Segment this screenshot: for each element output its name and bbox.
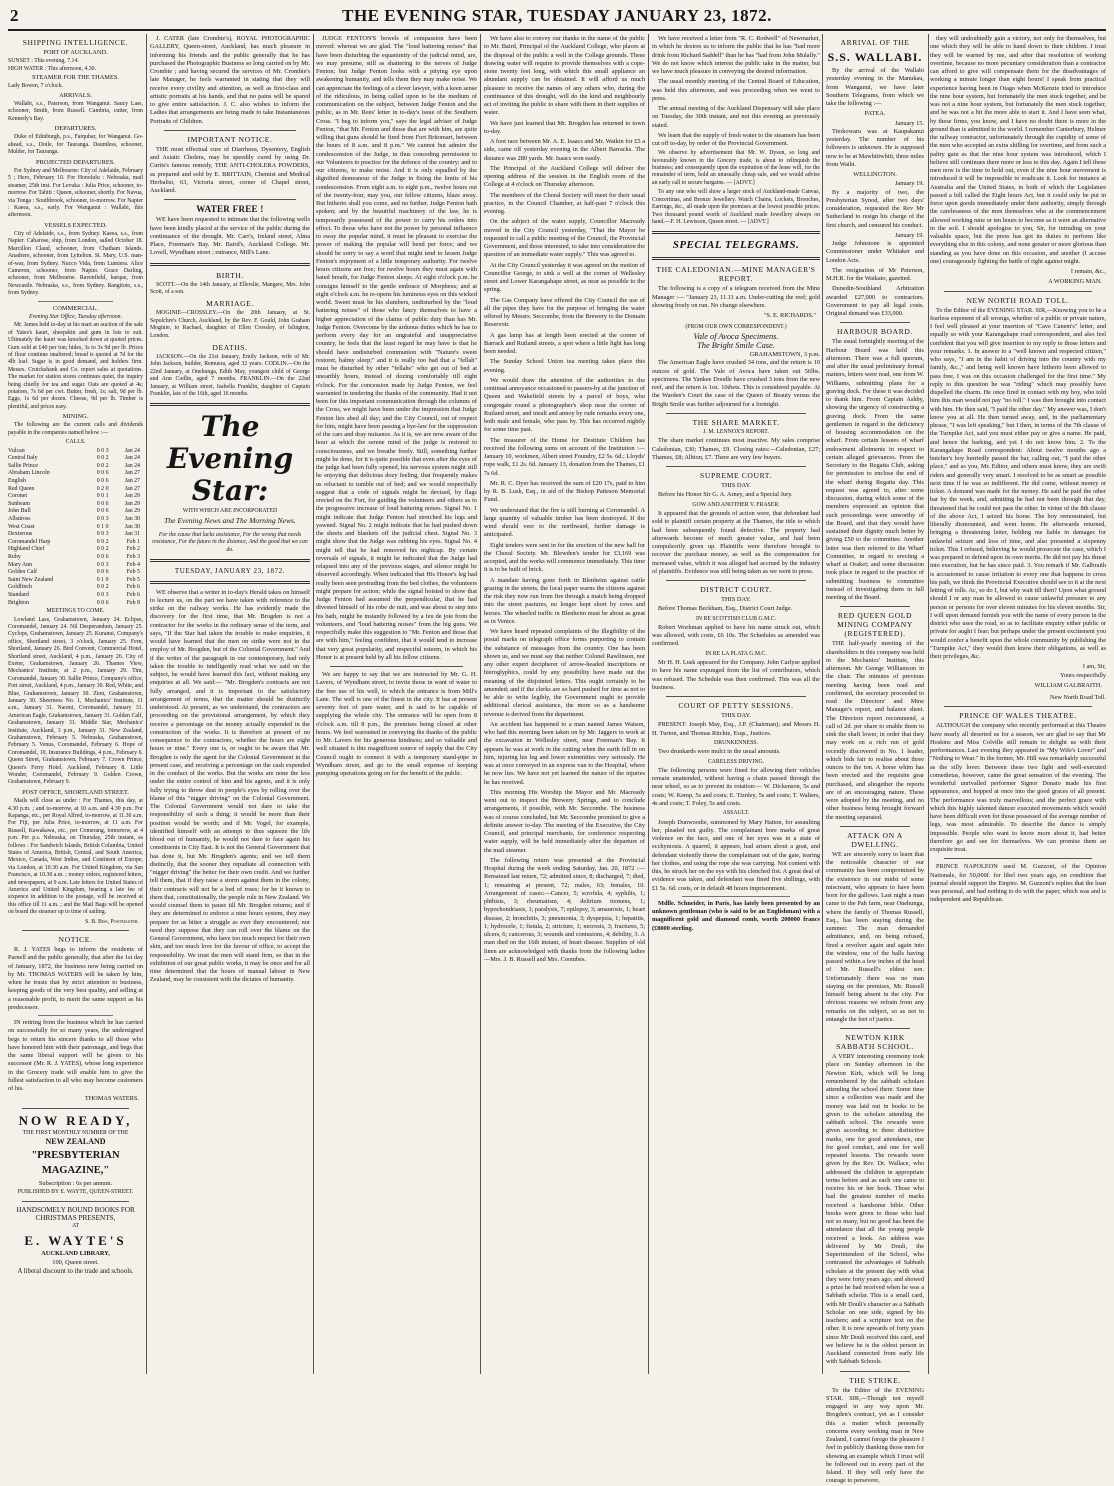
- auckland-library: AUCKLAND LIBRARY,: [41, 1249, 110, 1257]
- column-rule: [480, 34, 481, 1374]
- incorporated-line: WITH WHICH ARE INCORPORATED: [182, 508, 278, 515]
- first-monthly: THE FIRST MONTHLY NUMBER OF THE: [22, 1129, 129, 1136]
- call-amount: 0 1 0: [96, 576, 109, 583]
- drunkenness-heading: DRUNKENNESS.: [714, 739, 758, 746]
- call-date: Jan 27: [124, 478, 140, 485]
- new-zealand: NEW ZEALAND: [45, 1136, 106, 1146]
- company-name: English: [8, 478, 26, 485]
- call-date: Feb 3: [126, 553, 140, 560]
- newton-kirk-heading: NEWTON KIRK SABBATH SCHOOL.: [836, 1033, 914, 1051]
- call-amount: 0 0 3: [96, 447, 109, 454]
- company-name: Sunbeam: [8, 500, 30, 507]
- column-4: [484, 35, 645, 1373]
- advert-item: We observe by advertisement that Mr. W. Dyson, so long and favourably known in the Grocery trade, is about to relinquish the business; and consequently upon the expiration of the lease will, for the remainder of term, hold an unusually cheap sale, and we would advise an early call to secure bargains. — [ADVT.]: [652, 150, 820, 186]
- queen-street-address: 100, Queen street.: [52, 1259, 99, 1266]
- waters-notice: IN retiring from the business which he has carried on successfully for so many years, the undersigned begs to return his sincere thanks to all those who have honored him with their patronage, and begs that the same liberal support will be given to his successor (Mr. R. J. YATES), whose long experience in the Grocery trade will enable him to give the fullest satisfaction to all who may become customers of his.: [8, 1019, 143, 1093]
- toll-address: New North Road Toll.: [1049, 694, 1106, 701]
- prince-of-wales-heading: PRINCE OF WALES THEATRE.: [959, 711, 1077, 721]
- sunset-line: SUNSET : This evening, 7.14.: [8, 58, 79, 65]
- supreme-before: Before his Honor Sir G. A. Arney, and a Special Jury.: [658, 491, 793, 499]
- birth-text: SCOTT.—On the 14th January, at Ellerslie, Mangere, Mrs. John Scott, of a son.: [150, 281, 310, 295]
- harbour-board-heading: HARBOUR BOARD.: [837, 327, 913, 337]
- commercial-subheading: Evening Star Office, Tuesday afternoon.: [28, 313, 123, 320]
- calls-row: [8, 584, 143, 592]
- company-name: Abraham Lincoln: [8, 470, 50, 477]
- meetings-text: Lowland Lass, Grahamstown, January 24. Eclipse, Coromandel, January 24. Nil Desperandum, January 25. Cyclops, Grahamstown, January 25. Kuranui, Company's office, Shortland street, 3 o'clock, January 25. Fern, Shortland, January 26. Bird Convent, Commercial Hotel, Shortland street, Auckland, 4 p.m., January 26. City of Exeter, Grahamstown, January 26. Thames View, Mechanics' Institute, at 2 p.m., January 29. Tim, Coromandel, January 30. Sallie Prince, Company's office, Fort street, Auckland, 4 p.m., January 30. Red, White, and Blue, Grahamstown, January 30. Zion, Grahamstown, January 30. Sheerness No. 1, Mechanics' Institute, 11 a.m., January 31. Naomi, Coromandel, January 31. American Eagle, Grahamstown, January 31. Golden Calf, Grahamstown, January 31. Middle Star, Mechanics' Institute, Auckland, 3 p.m., January 31. New Zealand, Grahamstown, February 5. Nebraska, Grahamstown, February 5. Venus, Coromandel, February 6. Hope of Coromandel, 10, Insurance Buildings, 4 p.m., February 6. Queen Street, Grahamstown, February 7. Crown Prince, Queen's Ferry Hotel, Auckland, February 8. Little Wonder, Coromandel, February 9. Golden Crown, Grahamstown, February 9.: [8, 616, 143, 786]
- column-3: [316, 35, 477, 1373]
- company-name: Mary Ann: [8, 561, 33, 568]
- yates-notice: R. J. YATES begs to inform the residents of Parnell and the public generally, that after the 1st day of January, 1872, the business now being carried on by Mr. THOMAS WATERS will be taken by him, when he trusts that by strict attention to business, keeping goods of the very best quality, and selling at a reasonable profit, to merit the same support as his predecessor.: [8, 946, 143, 1011]
- napoleon-item: PRINCE NAPOLEON sued M. Guzzoni, of the Opinion Nationale, for 50,000f. for libel two years ago, on condition that journal should support the Empire. M. Guzzoni's replies that the loan was personal, and had nothing to do with the paper, which was and is independent and Republican.: [930, 863, 1106, 904]
- mining-heading: MINING.: [62, 413, 89, 421]
- call-date: Jan 24: [124, 447, 140, 454]
- header-rule: [8, 29, 1106, 31]
- news-item: We would draw the attention of the authorities to the continual annoyance occasioned to passers-by at the junction of Queen and Wakefield streets by a parcel of boys, who congregate round a photographer's shop near the corner of Rutland street, and insult and annoy by rude remarks every one, both male and female, who pass by. This has occurred nightly for some time past.: [484, 376, 645, 434]
- company-name: Dexterous: [8, 531, 33, 538]
- north-road-toll-heading: NEW NORTH ROAD TOLL.: [966, 295, 1070, 305]
- share-market-sub: J. M. LENNOX'S REPORT.: [703, 428, 769, 435]
- news-item: The Sunday School Union tea meeting takes place this evening.: [484, 358, 645, 374]
- wayte-name: E. WAYTE'S: [24, 1232, 127, 1248]
- column-7: [930, 35, 1106, 1373]
- call-amount: 0 0 6: [96, 508, 109, 515]
- strike-continued: they will undoubtedly gain a victory, not only for themselves, but one which they will be able to hand down to their children. I trust they will be warned by me, and after that resolution of working overtime, because no more pecuniary consideration than a contractor can afford to give will compensate them for the disadvantages of working a minute longer than eight hours! I speak from practical experience having been in Otago when McKenzie tried to introduce the nine hour system, but fortunately the men stuck together, and he was not a nine hour system, but fortunately the men stuck together, and he was not a bit the more able to start it. And I have seen what, by these firms, you know, and I have no doubt there is more in the ground than is admitted to the world. I remember Canterbury, Helmer the railway contractor, unfortunately through the cupidity of some of the men who accepted an extra shilling for overtime, and from such a paltry gain as that the nine hour system was introduced, which I believe still continues there more or less to this day. Again I tell these men now is the time to hold out, even if the nine hour movement is introduced it will be impossible to eradicate it. Look for instance at Australia and the United States, in both of which the Legislature passed a bill called the Eight hours Act, but it could only be put in force upon goods immediately under their authority, simply through the carelessness of the men themselves who at the commencement allowed working nine or ten hours to become as it were an alternative in the soil. I should apologise to you, Sir, for intruding on your valuable space, but the press has got its duties to perform like everything else in this colony, and none greater or more glorious than standing as you have done on this occasion, and another (I accuse one) courageously fighting the battle of right against might.: [930, 35, 1106, 265]
- toll-signature: WILLIAM GALBRAITH.: [1034, 681, 1102, 689]
- water-free-heading: WATER FREE !: [196, 204, 264, 215]
- calls-row: [8, 455, 143, 463]
- page-number: 2: [10, 6, 19, 25]
- own-correspondent: (FROM OUR OWN CORRESPONDENT.): [685, 324, 787, 331]
- share-market-heading: THE SHARE MARKET.: [692, 417, 780, 427]
- calls-row: [8, 493, 143, 501]
- wellington-date: January 19.: [894, 180, 924, 188]
- news-item: An accident has happened to a man named James Watson, who had this morning been taken on by Mr. Jaggers to work at the excavation in Wellesley street, near Freeman's Bay. It appears he was at work in the cutting when the earth fell in on him, injuring his leg and lower extremities very seriously. He was at once conveyed in an express van to the Hospital, where he now lies. We have not yet learned the nature of the injuries he has received.: [484, 720, 645, 786]
- news-item: The following return was presented at the Provincial Hospital during the week ending Saturday, Jan. 20, 1872 :—Remained last return, 72; admitted since, 8; discharged, 7; died, 1; remaining at present, 72; males, 63; females, 10. Arrangement of cases:—Cancer, 5; scrofula, 4; syphilis, 1; phthisis, 3; rheumatism, 4; delirium tremens, 1; hypochondriasis, 1; paralysis, 7; epilepsy, 3; amaurosis, 1; heart disease, 2; bronchitis, 3; pneumonia, 3; dyspepsia, 1; hepatitis, 1; hydrocele, 1; fistula, 2; stricture, 1; necrosis, 3; fractures, 5; ulcers, 6; cancerous, 3; wounds and contusions, 4; debility, 3. A man died on the 16th instant, of heart disease. Supplies of old linen are acknowledged with thanks from the following ladies—Mrs. J. B. Russell and Mrs. Coombes.: [484, 856, 645, 963]
- departures-text: Duke of Edinburgh, p.s., Farquhar, for Wanganui. Go-ahead, s.s., Doile, for Tauranga. Dauntless, schooner, Mulder, for Tauranga.: [8, 134, 143, 156]
- discount-line: A liberal discount to the trade and schools.: [17, 1268, 134, 1276]
- news-item: We understand that the fire is still burning at Coromandel. A large quantity of valuable timber has been destroyed. If the wind should veer to the northward, further damage is anticipated.: [484, 506, 645, 539]
- call-date: Feb 8: [126, 599, 140, 606]
- masthead: THE EVENING STAR, TUESDAY JANUARY 23, 1872.: [342, 6, 772, 25]
- calls-row: [8, 463, 143, 471]
- drunkenness-text: Two drunkards were mulct in the usual amounts.: [658, 748, 781, 756]
- subscription: Subscription : 6s per annum.: [38, 1180, 113, 1188]
- company-name: Central Italy: [8, 455, 38, 462]
- calls-row: [8, 516, 143, 524]
- company-name: Red Queen: [8, 485, 35, 492]
- departures-heading: DEPARTURES.: [54, 125, 97, 133]
- news-item: Mr. R. C. Dyer has received the sum of £20 17s, paid to him by R. B. Lusk, Esq., in aid of the Bishop Patteson Memorial Fund.: [484, 479, 645, 504]
- petty-sessions-heading: COURT OF PETTY SESSIONS.: [678, 701, 794, 711]
- calls-row: [8, 554, 143, 562]
- careless-driving-heading: CARELESS DRIVING.: [707, 758, 765, 765]
- scottish-case-text: Robert Workman applied to have his name struck out, which was allowed, with costs, £6 10s. The Schedules as amended was confirmed.: [652, 623, 820, 648]
- company-name: Sallie Prince: [8, 462, 38, 469]
- call-date: Jan 27: [124, 485, 140, 492]
- marriage-heading: MARRIAGE.: [206, 299, 254, 309]
- call-date: Jan 30: [124, 523, 140, 530]
- call-amount: 0 0 3: [96, 561, 109, 568]
- notice-heading: NOTICE.: [58, 935, 93, 945]
- news-item: At the City Council yesterday it was agreed on the motion of Councillor George, to sink a well at the corner of Wellesley street and Lower Karangahape street, as near as possible to the spring.: [484, 261, 645, 294]
- deaths-heading: DEATHS.: [212, 342, 248, 352]
- call-amount: 0 0 3: [96, 531, 109, 538]
- shipping-heading: SHIPPING INTELLIGENCE.: [22, 38, 129, 47]
- avoca-heading: Vale of Avoca Specimens.: [693, 331, 779, 341]
- calls-row: [8, 531, 143, 539]
- call-date: Feb 6: [126, 584, 140, 591]
- now-ready-heading: NOW READY,: [18, 1112, 133, 1128]
- company-name: Coromandel Harp: [8, 538, 51, 545]
- presbyterian-magazine: "PRESBYTERIAN MAGAZINE,": [31, 1150, 120, 1177]
- mining-intro: The following are the current calls and dividends payable in the companies named below :—: [8, 422, 143, 436]
- news-item: The annual meeting of the Auckland Dispensary will take place on Tuesday, the 30th instant, and not this evening as previously stated.: [652, 105, 820, 129]
- post-office-signature: S. B. Biss, Postmaster.: [85, 918, 139, 925]
- plata-case-text: Mr H. H. Lusk appeared for the Company. John Carlyse applied to have his name expunged from the list of contributors, which was refused. The Schedule was then confirmed. This was all the business.: [652, 659, 820, 691]
- dunedin-text: Dunedin-Southland Arbitration awarded £27,000 to contractors. Government to pay all legal costs. Original demand was £33,000.: [826, 285, 924, 317]
- grahamstown-dateline: GRAHAMSTOWN, 3 p.m.: [749, 351, 820, 359]
- call-date: Feb 6: [126, 591, 140, 598]
- important-notice-text: THE most effectual cure of Diarrhoea, Dysentery, English and Asiatic Cholera, may be speedily cured by using Dr. Curtis's famous remedy, THE ANTI-CHOLERA POWDERS, as prepared and sold by E. BRITTAIN, Chemist and Medical Herbalist, 63, Victoria street, corner of Chapel street, Auckland.: [150, 145, 310, 194]
- news-item: A foot race between Mr. A. E. Isaacs and Mr. Watkin for £5 a side, came off yesterday evening in the Albert Barracks. The distance was 280 yards. Mr. Isaacs won easily.: [484, 138, 645, 162]
- scottish-case-heading: IN RE SCOTTISH CLUB G.M.C.: [695, 615, 777, 622]
- call-date: Feb 4: [126, 561, 140, 568]
- column-5: [652, 35, 820, 1373]
- call-amount: 0 2 0: [96, 485, 109, 492]
- news-item: The Principal of the Auckland College will deliver the opening address of the session in the English room of the College at 4 o'clock on Thursday afternoon.: [484, 164, 645, 189]
- news-item: On the subject of the water supply, Councillor Macready moved in the City Council yesterday, "That the Mayor be requested to call a public meeting of the Council, the Provincial Government, and those interested, to take into consideration the question of an immediate water supply." This was agreed to.: [484, 218, 645, 259]
- marriage-text: MOGINIE—CROSSLEY.—On the 20th January, at St. Sepulchre's Church, Auckland, by the Rev. F. Gould, John Graham Moginie, to Rachael, daughter of Ellen Crossley, of Islington, London.: [150, 310, 310, 339]
- high-water-line: HIGH WATER : This afternoon, 4.30.: [8, 65, 97, 72]
- steamer-line: Lady Bowen, 7 o'clock.: [8, 83, 63, 90]
- column-6: [826, 35, 924, 1485]
- bright-smile-heading: The Bright Smile Case.: [697, 340, 775, 350]
- company-name: Coronet: [8, 493, 27, 500]
- call-amount: 0 0 6: [96, 599, 109, 606]
- call-amount: 0 0 6: [96, 569, 109, 576]
- important-notice-heading: IMPORTANT NOTICE.: [187, 134, 273, 144]
- share-market-text: The share market continues most inactive. My sales comprise Caledonian, £30; Thames, £9. Closing rates:—Caledonian, £27; Thames, £8; Albion, £7. There are very few buyers.: [652, 437, 820, 461]
- wellington-date-2: January 19.: [894, 231, 924, 239]
- post-office-heading: POST OFFICE, SHORTLAND STREET.: [22, 788, 129, 796]
- vessels-text: City of Adelaide, s.s., from Sydney. Kaeea, s.s., from Napier. Cabarose, ship, from London, sailed October 18. Marcillon Claud, schooner, from Chatham Islands. Anadrere, schooner, from Lyttelton. St. Mary, U.S. man-of-war, from Sydney. Nucco Vida, from Lumiera. Alice Cameron, schooner, from Napier. Grace Darling, schooner, from Melbourne. Ravenfield, barque, from Newcastle. Nebraska, s.s., from Sydney. Rangitoto, s.s., from Sydney.: [8, 231, 143, 297]
- news-item: The treasurer of the Home for Destitute Children has received the following sums on account of the Institution :—January 10, workmen, Albert street Foundry, £2 5s. 6d.; Lloyds' rope walk, £1 2s. 6d. January 13, donation from the Thames, £1 7s 6d.: [484, 436, 645, 477]
- prince-of-wales-text: ALTHOUGH the company who recently performed at this Theatre have nearly all deserted us for a season, we are glad to say that Mr Hoskins and Miss Colville still remain to delight us with their performances. Last evening they appeared in "My Wife's Lover" and "Nothing to Wear." In the former, Mr. Hill was remarkably successful as the silly lover. Between these two light and well-executed comedietas, however, came the great sensation of the evening. The wonderful unrivalled performer Signor Donato made his first appearance, and hopped at once into the good graces of all present. The performance was truly marvellous; and the perfect grace with which this highly talented dancer executed movements which would have been difficult even for those possessed of the average number of legs, was most admirable. To describe the dance is simply impossible. People who want to know more about it, had better therefore go and see for themselves. We can promise them an exquisite treat.: [930, 722, 1106, 853]
- strike-text: To the Editor of the EVENING STAR. SIR,—Though not myself engaged in any way upon Mr. Brogden's contract, yet as I consider this a matter which personally concerns every working man in New Zealand, I cannot forego the pleasure I feel in publicly thanking those men for showing an example which I trust will be followed out in every part of the Island. If they will only have the courage to persevere,: [826, 1386, 924, 1485]
- company-name: West Coast: [8, 523, 35, 530]
- call-date: Feb 5: [126, 569, 140, 576]
- news-item: The usual monthly meeting of the Central Board of Education, was held this afternoon, and was proceeding when we went to press.: [652, 78, 820, 102]
- at-label: AT: [71, 1223, 80, 1230]
- column-rule: [313, 34, 314, 1374]
- calls-row: [8, 478, 143, 486]
- news-item: The members of the Choral Society will meet for their usual practice, in the Council Chamber, at half-past 7 o'clock this evening.: [484, 191, 645, 215]
- patea-text: Titokowaru was at Kaupakanui yesterday. The number of his followers is unknown. He is supposed now to be at Mawhitiwhiti, three miles from Waihi.: [826, 127, 924, 168]
- call-date: Jan 27: [124, 470, 140, 477]
- grahamstown-text: The American Eagle have crushed 34 tons, and the return is 10 ounces of gold. The Vale of Avoca have taken out 56lbs. specimens. The Yankee Doodle have crushed 3 tons from the new reef, and the return is 1oz. 10dwts. This is considered payable. At the Warden's Court the case of the Queen of Beauty versus the Bright Smile was further adjourned for a fortnight.: [652, 359, 820, 408]
- arrivals-text: Wallabi, s.s., Paterson, from Wanganui. Saucy Lass, schooner, Smith, from Russell. Cambria, cutter, from Kennedy's Bay.: [8, 100, 143, 122]
- calls-table: [8, 448, 143, 607]
- column-rule: [648, 34, 649, 1374]
- call-amount: 0 0 6: [96, 500, 109, 507]
- call-date: Feb 1: [126, 538, 140, 545]
- company-name: John Bull: [8, 508, 31, 515]
- gow-case-text: It appeared that the grounds of action were, that defendant had sold to plaintiff certain property at the Thames, the title to which had been subsequently found defective. The property had afterwards become of much greater value, and had been compulsorily given up. Plaintiffs were therefore brought to recover the purchase money, as well as the compensation for increased value, which it was alleged had accrued by the industry of plaintiffs. Evidence was still being taken as we went to press.: [652, 510, 820, 575]
- news-item: This morning His Worship the Mayor and Mr. Macready went out to inspect the Brewery Springs, and to conclude arrangements, if possible, with Mr. Seccombe. The business was of course concluded, but Mr. Seccombe promised to give a definite answer to-day. The meeting of the Executive, the City Council, and principal merchants, for conference respecting water supply, will be held immediately after the departure of the mail steamer.: [484, 788, 645, 854]
- call-amount: 0 0 6: [96, 478, 109, 485]
- arrivals-heading: ARRIVALS.: [59, 91, 92, 99]
- call-date: Jan 29: [124, 508, 140, 515]
- caledonian-signature: "S. E. RICHARDS.": [763, 312, 816, 320]
- call-date: Jan 29: [124, 500, 140, 507]
- call-amount: 0 0 1: [96, 493, 109, 500]
- call-amount: 0 1 0: [96, 523, 109, 530]
- published-by: PUBLISHED BY E. WAYTE, QUEEN-STREET.: [17, 1189, 134, 1196]
- harbour-board-text: The usual fortnightly meeting of the Harbour Board was held this afternoon. There was a full quorum, and after the usual preliminary formal matters, letters were read, one from W. Williams, submitting plans for a graving dock. For these it was decided to thank him. From Captain Ashby, showing the urgency of constructing a graving dock. From the same gentlemen in regard to the deficiency of housing accommodation on the wharf. From certain lessees of wharf endowment allotments in respect to certain alleged grievances. From the Secretary to the Regatta Club, asking for permission to enclose the end of the wharf during Regatta day. This request was agreed to, after some discussion, during which some of the members expressed an opinion that such proceedings were unworthy of the Board, and that they would have sustained their dignity much better by giving £50 to the committee. Another letter was then referred to the Wharf Committee, in regard to erecting a wharf at Orakei; and some discussion took place in regard to the practice of submitting business to committee instead of investigating them in full meeting of the Board.: [826, 338, 924, 601]
- commercial-heading: COMMERCIAL.: [53, 304, 98, 312]
- company-name: Saint New Zealand: [8, 576, 54, 583]
- district-this-day: THIS DAY.: [721, 596, 751, 604]
- call-amount: 0 0 2: [96, 538, 109, 545]
- company-name: Golden Calf: [8, 569, 37, 576]
- evening-star-title: The Evening Star:: [166, 410, 294, 508]
- calls-row: [8, 501, 143, 509]
- schneider-item: Mdlle. Schneider, in Paris, has lately been presented by an unknown gentleman (who is said to be an Englishman) with a magnificent gold and diamond comb, worth 200000 francs (£8000 sterling.: [652, 899, 820, 932]
- call-date: Jan 24: [124, 455, 140, 462]
- call-date: Feb 5: [126, 576, 140, 583]
- column-rule: [146, 34, 147, 1374]
- post-office-text: Mails will close as under : For Thames, this day, at 4.30 p.m. ; and to-morrow, at 10 a.m. and 4.30 p.m. For Kapanga, etc., per Royal Alfred, to-morrow, at 11.30 a.m. For Fiji, per Julia Price, to-morrow, at 11 a.m. For Russell, Kawakawa, etc., per Comerang, tomorrow, at 4 p.m. Per p.s. Nebraska, on Thursday, 25th instant, as follows : For Sandwich Islands, British Columbia, United States of America, British, Central, and South America, Mexico, Canada, West Indies, and Continent of Europe, via London, at 10.30 a.m. For United Kingdom, via San Francisco, at 10.30 a.m. ; money orders, registered letters, and newspapers, at 9 a.m. Late letters for United States of America and United Kingdom, bearing a late fee of sixpence in addition to the postage, will be received at this office till 11 a.m. ; and the Mail Bags will be opened on board the steamer up to time of sailing.: [8, 798, 143, 916]
- column-1: [8, 35, 143, 1373]
- toll-sign-off-2: Yours respectfully: [1059, 671, 1106, 679]
- district-before: Before Thomas Beckham, Esq., District Court Judge.: [658, 605, 793, 613]
- assault-heading: ASSAULT.: [722, 810, 750, 817]
- wallabi-heading: S.S. WALLABI.: [827, 50, 923, 64]
- strike-sign-off: I remain, &c.,: [1070, 268, 1106, 275]
- news-item: We have received a letter from "R. C. Rodwell" of Newmarket, in which he desires us to inform the public that he has "had more drink from Richard Saddell" than he has "had from John Mulally." We do not know which interest the public take in the matter, but we have much pleasure in conveying the desired information.: [652, 35, 820, 75]
- company-name: Brighton: [8, 599, 29, 606]
- company-name: Highland Chief: [8, 546, 45, 553]
- call-amount: 0 0 2: [96, 455, 109, 462]
- news-item: A mandate having gone forth in Blenheim against cattle grazing in the streets, the local paper warns the citizens against the risk they now run from fire through a match being dropped into the street pastures, no longer kept short by cows and horses. The wheeled traffic in Blenheim must be about as great as in Venice.: [484, 576, 645, 625]
- column-2: [150, 35, 310, 1373]
- cater-advert: J. CATER (late Crombie's), ROYAL PHOTOGRAPHIC GALLERY, Queen-street, Auckland, has much pleasure in informing his friends and the public generally that he has purchased the Photographic Business so long carried on by Mr. Crombie ; and having secured the services of Mr. Crombie's late Manager, he feels warranted in stating that they will receive every civility and attention, as well as first-class and artistic portraits at his hands, and that no pains will be spared to give entire satisfaction. J. C. also wishes to inform the Ladies that arrangements are being made to take Instantaneous Portraits of Children.: [150, 35, 310, 125]
- motto: For the cause that lacks assistance, For the wrong that needs resistance, For the future in the distance, And the good that we can do.: [152, 532, 308, 553]
- company-name: Vulcan: [8, 447, 25, 454]
- news-item: A gas lamp has at length been erected at the corner of Barrack and Rutland streets, a spot where a little light has long been needed.: [484, 331, 645, 355]
- attack-heading: ATTACK ON A DWELLING.: [847, 830, 903, 849]
- news-item: We have just learned that Mr. Brogden has returned to town to-day.: [484, 119, 645, 135]
- wallabi-intro: By the arrival of the Wallabi yesterday evening in the Manukau, from Wanganui, we have later Southern Telegrams, from which we take the following :—: [826, 67, 924, 107]
- strike-heading: THE STRIKE.: [849, 1375, 901, 1385]
- news-item: Eight tenders were sent in for the erection of the new hall for the Choral Society. Mr. Blewden's tender for £3,169 was accepted, and the works will commence immediately. This time it is to be built of brick.: [484, 541, 645, 574]
- caledonian-text: The following is a copy of a telegram received from the Mine Manager :— "January 23, 11.11 a.m. Under-cutting the reef; gold showing freely on run. No change elsewhere.: [652, 285, 820, 309]
- plata-case-heading: IN RE LA PLATA G.M.C.: [705, 650, 767, 657]
- call-date: Feb 2: [126, 546, 140, 553]
- calls-row: [8, 592, 143, 600]
- assault-text: Joseph Dunwoodie, summoned by Mary Hatton, for assaulting her, pleaded not guilty. The complainant bore marks of great violence on the face, and one of her eyes was in a state of ecchymosis. A quarrel, it appears, had arisen about a goat, and defendant violently threw the complainant out of the gate, tearing her clothes, and using the rope she was carrying. Not content with this, he struck her on the eye with his clenched fist. A great deal of evidence was taken, and defendant was fined five shillings, with £1 5s. 6d. costs, or in default 48 hours imprisonment.: [652, 818, 820, 892]
- district-court-heading: DISTRICT COURT.: [700, 585, 772, 595]
- call-amount: 0 0 3: [96, 516, 109, 522]
- calls-row: [8, 600, 143, 608]
- arrival-heading: ARRIVAL OF THE: [840, 38, 910, 47]
- advert-item: To any one who will show a larger stock of Auckland-made Canvas, Concertinas, and Bronze Jewellery. Watch Chains, Lockets, Brooches, Earrings, &c., all made upon the premises at the lowest possible prices. Two thousand pound worth of Auckland made Jewellery always on hand.—F. H. Lewisson, Queen street. — [ADVT.]: [652, 189, 820, 225]
- gow-case-heading: GOW AND ANOTHER V. FRASER.: [692, 501, 780, 508]
- projected-heading: PROJECTED DEPARTURES.: [36, 158, 115, 166]
- calls-row: [8, 448, 143, 456]
- resignation-text: The resignation of Mr Peterson, M.H.R. for the Waikato, gazetted.: [826, 266, 924, 282]
- vessels-heading: VESSELS EXPECTED.: [44, 221, 107, 229]
- company-name: Goldfinch: [8, 584, 32, 591]
- call-date: Jan 30: [124, 516, 140, 522]
- calls-row: [8, 470, 143, 478]
- call-date: Jan 24: [124, 462, 140, 469]
- deaths-text: JACKSON.—On the 21st January, Emily Jackson, wife of Mr. John Jackson, builder, Remuera, aged 32 years. CODLIN.—On the 22nd January, at Onehunga, Edith May, youngest child of George and Ann Codlin, aged 7 months. FRANKLIN.—On the 22nd January, at William street, Isabella Franklin, daughter of Captain Franklin, late of the 16th, aged 16 months.: [150, 353, 310, 397]
- news-item: We have heard repeated complaints of the illegibility of the postal marks on telegraph office forms purporting to contain the substance of messages from the country. One has been shown us, and we must say that neither Colonel Rawlinson, nor any other expert decipherer of arrow-headed inscriptions or hieroglyphics, could by any possibility have made out the meaning of the disjointed letters. This ought certainly to be amended; and if the clerks are so hard pushed for time as not to be able to write legibly, the Government ought to provide additional clerical assistance, the more so as a handsome revenue is derived from the department.: [484, 628, 645, 718]
- news-item: The Gas Company have offered the City Council the use of all the pipes they have for the purpose of bringing the water offered by Messrs. Seccombe, from the Brewery to the Domain Reservoir.: [484, 296, 645, 329]
- column-rule: [928, 34, 929, 1374]
- column-rule: [822, 34, 823, 1374]
- water-free-text: WE have been requested to intimate that the following wells have been kindly placed at the service of the public during the continuance of the drought. Mr. Carr's, Ireland street, Alma Place, Freeman's Bay. Mr. Baird's, Auckland College. Mr. Lovell, Wyndham street ; entrance, Mill's Lane.: [150, 216, 310, 257]
- calls-row: [8, 508, 143, 516]
- waters-signature: THOMAS WATERS.: [84, 1095, 139, 1103]
- projected-text: For Sydney and Melbourne: City of Adelaide, February 5 ; Hero, February 10. For Honolulu : Nebraska, mail steamer, 25th inst. For Levuka : Julia Price, schooner, to-morrow. For Tahiti : Queen, schooner, shortly. For Navua, via Tonga : Southbrook, schooner, to-morrow. For Napier : Kaeea, s.s., early. For Wanganui : Wallabi, this afternoon.: [8, 167, 143, 219]
- editorial-text: WE observe that a writer in to-day's Herald takes on himself to lecture us, on the part we have taken with reference to the strike on the railway works. He has evidently made the discovery for the first time, that Mr. Brogden is not a contractor for the works in the ordinary sense of the term, and says, "If the Star had taken the trouble to make enquiries, it would have learned that the men on strike were not in the employ of Mr. Brogden, but of the Colonial Government." And if the writer of the paragraph in our contemporary, had only taken the trouble to intelligently read what we said on the subject, he would have learned this fact, without making any enquiries at all. We said:— "Mr. Brogden's contracts are not fully arranged, and it is important to the satisfactory arrangement of terms, that the matter should be distinctly understood. At present, as we understand, the contractors are proceeding on the provisional arrangement, by which they receive a percentage on the money actually expended in the construction of the works. It is therefore at present of no consequence to the contractors, whether the hours are eight hours or nine." Every one is, or ought to be aware that Mr. Brogden is only the agent for the Colonial Government in the present case, and receiving a percentage on the cash expended in the conduct of the works. But the works are none the less under the entire control of him and his agents, and it is only fully trying to throw dust in people's eyes by rolling over the blame of this "nigger driving" on the Colonial Government. The Colonial Government would not dare to take the responsibility of such a thing; it would be more than their position would be worth; and if Mr. Vogel, for example, identified himself with an attempt to thus squeeze the life blood out of humanity, he would not dare to face again his constituents in City East. It is not the General Government that has done it, but Mr. Brogden's agents; and we tell them distinctly, that the sooner they repudiate all connection with "nigger driving" the better for their own credit. And we further tell them, that if they raise a storm against them in the colony, their contracts will not be a bed of roses; for be it known to them that, constitutionally, the people rule in New Zealand. We would counsel them to pause till Mr. Brogden returns; and if they are determined to enforce a nine hours system, they may prepare for as bitter a struggle as ever they encountered; nor need they suppose that they can roll over the blame on the General Government, who have too much respect for their own skin, and too much love for the favour of office, to accept the responsibility. We trust the men will stand firm, so that in the exhibition of our great public works, it may be once and for all time determined that the hours of manual labour in New Zealand, may be consistent with the dictates of humanity.: [150, 588, 310, 984]
- commercial-text: Mr. James held to-day at his mart an auction of the sale of Yates's kauri, sheepskin and gum in lots to suit. Ultimately the kauri was knocked down at quoted prices. Gum sold at £40 per ton; hides, 3s to 3s 9d per lb. Prices of flour continue unaltered; bread is quoted at 7d for the 4lb loaf. Sugar is in good demand, and holders firm. Messrs. Cruickshank and Co. report sales at quotations. The market for station stores continues quiet, the inquiry being chiefly for tea and sugar. Oats are quoted at 4s; potatoes, 7s 6d per cwt. Butter, fresh, 1s; salt, 9d per lb. Eggs, 1s 6d per dozen. Cheese, 9d per lb. Timber is plentiful, and prices easy.: [8, 322, 143, 410]
- patea-date: January 15.: [894, 119, 924, 127]
- date-line: TUESDAY, JANUARY 23, 1872.: [174, 567, 286, 576]
- call-amount: 0 0 2: [96, 462, 109, 469]
- handsomely-bound: HANDSOMELY BOUND BOOKS FOR CHRISTMAS PRESENTS,: [16, 1205, 135, 1223]
- company-name: Albatross: [8, 516, 31, 522]
- newton-kirk-text: A VERY interesting ceremony took place on Sunday afternoon in the Newton Kirk, which will be long remembered by the sabbath scholars attending the school there. Some time since a collection was made and the money was laid out in books to be given to the scholars attending the sabbath school. The rewards were given according to three distinctive marks, one for good attendance, one for good conduct, and one for well repeated lessons. The rewards were given by the Rev. Dr. Wallace, who addressed the children in appropriate terms before and as each one came to receive his or her book. Those who had the greatest number of marks received a handsome bible. Other books were given to those who had not so many, but no good has been the attendance that all the young people received a book. An address was delivered by Mr Douli, the Superintendent of the School, who contrasted the advantages of Sabbath scholars at the present day with what they were forty years ago; and showed a prize he had received when he was a Sabbath scholar. This is a small card, with Mr Douli's character as a Sabbath Scholar on one side, signed by his teachers; and a scripture text on the other. It is now upwards of forty years since Mr Douli received this card, and we believe he is the oldest person in Auckland connected from early life with Sabbath Schools.: [826, 1053, 924, 1366]
- red-queen-heading: RED QUEEN GOLD MINING COMPANY (REGISTERED).: [837, 611, 913, 639]
- company-name: Ruby: [8, 553, 21, 560]
- steamer-heading: STEAMER FOR THE THAMES.: [31, 74, 120, 82]
- lavers-well-article: We are happy to say that we are instructed by Mr. G. H. Lavers, of Wyndham street, to invite those in want of water to the free use of his well, to which the entrance is from Mill's Lane. The well is one of the finest in the city. It has at present seventy feet of pure water, and is said to be capable of supplying the whole city. The entrance will be open from 8 o'clock a.m. till 8 p.m., the premises being closed at other hours. We feel warranted in conveying the thanks of the public to Mr. Lavers for his generous kindness; and so valuable and well situated is this magnificent source of supply that the City Council ought to connect it with a temporary stand-pipe in Wyndham street, and go to the small expense of keeping pumping operations going on for the benefit of the public.: [316, 671, 477, 777]
- caledonian-heading: THE CALEDONIAN.—MINE MANAGER'S REPORT.: [656, 265, 816, 284]
- calls-row: [8, 524, 143, 532]
- port-heading: PORT OF AUCKLAND.: [43, 49, 108, 56]
- petty-present: PRESENT: Joseph May, Esq., J.P. (Chairman); and Messrs H. H. Turton, and Thomas Ritchie, Esqs., Justices.: [652, 721, 820, 737]
- wellington-heading: WELLINGTON.: [853, 171, 897, 178]
- supreme-court-heading: SUPREME COURT.: [700, 471, 772, 481]
- call-amount: 0 0 3: [96, 591, 109, 598]
- toll-sign-off-1: I am, Sir,: [1082, 663, 1106, 671]
- calls-row: [8, 486, 143, 494]
- news-item: We learn that the supply of fresh water to the steamers has been cut off to-day, by order of the Provincial Government.: [652, 131, 820, 147]
- attack-text: WE are sincerely sorry to learn that the noticeable character of our community has been compromised by the existence in our midst of some miscreant, who appears to have been born for the gallows. Last night a man came to the Pah farm, near Onehunga, where the family of Thomas Russell, Esq., has been staying during the summer. The man demanded admittance, and, on being refused, fired a revolver again and again into the window, one of the balls having passed within a few inches of the head of Mr. Russell's eldest son. Unfortunately there was no man staying on the premises, Mr. Russell himself being absent in the city. For obvious reasons we refrain from any remarks on the subject, so as not to entangle the feet of justice.: [826, 850, 924, 1023]
- news-line: The Evening News and The Morning News.: [164, 515, 296, 525]
- meetings-heading: MEETINGS TO COME.: [46, 608, 105, 615]
- special-telegrams-heading: SPECIAL TELEGRAMS.: [672, 239, 800, 252]
- wellington-text: By a majority of two, the Presbyterian Synod, after two days' consideration, requested the Rev Mr Sutherland to resign his charge of the first church, and censured his conduct.: [826, 188, 924, 229]
- call-amount: 0 0 6: [96, 553, 109, 560]
- red-queen-text: THE half-yearly meeting of the shareholders in this company was held in the Mechanics' Institute, this afternoon. Mr George Williamson in the chair. The minutes of previous meeting having been read and confirmed, the secretary proceeded to read the Directors' and Mine Manager's report, and balance sheet. The Directors report recommend, a call of 2d. per share to enable them to sink the shaft lower, in order that they may work on a rich run of gold recently discovered in No. 1 leader, which bids fair to realise about three ounces to the ton. A horse whim has been erected and the requisite gear purchased, and altogether the reports are of an encouraging nature. These were adopted by the meeting, and no other business being brought forward the meeting separated.: [826, 640, 924, 821]
- call-amount: 0 0 2: [96, 546, 109, 553]
- north-road-toll-text: To the Editor of the EVENING STAR. SIR,—Knowing you to be a fearless exponent of all wrongs, whether of a public or private nature, I feel well pleased at your insertion of "Cave Canem's" letter, and equally so with your Karangahape road correspondent, and also feel confident that you will give insertion to my reply to those letters and your remarks. 1. In answer to a "well known and respected citizen," who says, "I am in the habit of driving into the country with my family, &c.," and being well known have hitherto been allowed to pass free, I was on this occasion challenged for the first time." My reply to this question he was "riding" which may possibly have dispelled the charm. He once fired in contact with my boy, who told him this man would not pay "no toll." I was then brought into contact with him. He then said, "I paid the other day." My answer was, I don't know you at all. He then turned away, and, in the parliamentary phrase, "I was left speaking," but I then, in terms of the 7th clause of the Turnpike Act, said you must either pay or give a name. He paid, and hence the barking, and yet I do not know him. 2. To the Karangahape Road correspondent: About twelve months ago a butcher's boy hurriedly passed the bar, calling out, "I paid the other place," and as you, Mr. Editor, and others must know, they are swift riders and generally very smart. I resolved to be as smart as possible next time if he was so indifferent. He did come, without money or ticket. A demand was made for the money. He said he paid the other bar by the week, and, admitting he had not been through that day, threatened that he could not pass the other. In virtue of the 8th clause of the above Act, I seized his horse. The boy remonstrated, but liberally dismounted, and went home. He afterwards returned, bringing a threatening letter, holding me liable in damages for unlawful seizure and loss of time, and also presented a sixpenny ticket. This I refused, believing he would prosecute the case, which I was prepared to defend upon its own merits. He did not pay his threat into execution, but he has since paid. 3. You remark if Mr. Galbraith is accustomed to cause irritation to every one that happens to cross his path, we think the Provincial Executive should see to it at the next letting of tolls. Ac, so do I, but why wait till then? Upon what ground should I or any man be allowed to cause unlawful pressure to any person or persons for over eleven minutes for his eleven months. Sir, I will upon demand furnish you with the name of every person in the district who uses the road, so as to facilitate enquiry either public or private for aught I fear; but perhaps under the present excitement you would confer a benefit upon the whole community by publishing the "Turnpike Act," they would then know their obligations, as well as their privileges, &c.: [930, 306, 1106, 660]
- calls-heading: CALLS.: [65, 439, 86, 446]
- supreme-this-day: THIS DAY.: [721, 482, 751, 490]
- calls-row: [8, 546, 143, 554]
- careless-driving-text: The following persons were fined for allowing their vehicles remain unattended, without having a chain passed through the near wheel, so as to prevent its rotation:— W. Dickenson, 5s and costs; W. Kemp, 5s and costs; E. Tiznley, 5s and costs; T. Walters, 4s and costs; T. Foley, 5s and costs.: [652, 766, 820, 807]
- company-name: Standard: [8, 591, 29, 598]
- call-amount: 0 0 2: [96, 584, 109, 591]
- strike-signature: A WORKING MAN.: [1048, 278, 1102, 286]
- calls-row: [8, 569, 143, 577]
- call-date: Jan 29: [124, 493, 140, 500]
- wellington-text-2: Judge Johnstone is appointed Commissioner under Whitaker and London Acts.: [826, 240, 924, 264]
- patea-heading: PATEA.: [864, 110, 886, 118]
- petty-this-day: THIS DAY.: [721, 712, 751, 720]
- call-date: Jan 31: [124, 531, 140, 538]
- call-amount: 0 0 6: [96, 470, 109, 477]
- judge-fenton-article: JUDGE FENTON'S bowels of compassion have been moved: whereat we are glad. The "loud battering noises" that have been disturbing the equanimity of the judicial mind, are, we may presume, still as shattering to the nerves of Judge Fenton; but Judge Fenton looks with a pitying eye upon awakening humanity, and tells them they may make noise. We can appreciate the feelings of a clever lawyer, with a keen sense of the ridiculous, in being called upon to be the medium of communication on the subject, between Judge Fenton and the public, as in Mr. Rees' letter in to-day's issue of the Southern Cross. "I beg to inform you," says the legal adviser of Judge Fenton, "that Mr. Fenton and those that are with him, are quite willing that guns should be fired from Fort Britomart, between the hours of 8 a.m. and 8 p.m." We cannot but admire the condescension of the Judge, in thus conceding permission to our Volunteers to practice for the defence of the country; and to our citizens, to make noise. And it is only equalled by the dignified demeanour of the Judge in fixing the limits of his condescension. From eight a.m. to eight p.m., twelve hours out of the twenty-four, may you, our fellow citizens, blaze away. But hitherto shall you come, and no further. Judge Fenton hath spoken; and by the beautiful machinery of the law, he is temporarily possessed of the power to carry his orders into effect. To those who have not the power by personal influence to sway the popular mind, it must be pleasant to exercise the power of making the popular will bend per force; and we should be sorry to say a word that might tend to lessen Judge Fenton's enjoyment of a little temporary authority. For twelve hours citizens are free; for twelve hours they must again with bated breath, for Judge Fenton sleeps. At eight o'clock p.m. he consigns himself to the gentle embrace of Morpheus; and at eight o'clock a.m. he re-opens his luminous eyes on this wicked world. Sweet must be his slumbers, undisturbed by the "loud battering noises" of those who fancy themselves to have a higher appreciation of the claims of public duty than has Mr. Judge Fenton. Overcome by the arduous duties which he has to perform every day for an ungrateful and unappreciative country, he feels that the least regard he may have is that he should have undisturbed communion with "Nature's sweet restorer, balmy sleep;" and it is really too bad that a "fellah" must be disturbed by other "fellahs" who get out of bed at unearthly hours, instead of dozing comfortably till eight o'clock. For the concession made by Judge Fenton, we feel warranted in tendering the thanks of the community. Had it not been for this important communication through the columns of the Cross, we might have been under the impression that Judge Fenton lies abed all day; and the City Council, out of respect for him, might have been passing a bye-law for the suppression of the cars and dray nuisance. As it is, we are now aware of the hour at which the serene mind of the judge is restored to consciousness, and we breathe freely. Still, something further might be done, for it is quite possible that even after the eyes of the judge had been fully opened, his nervous system might still be enjoying that delicious dozy feeling, that frequently makes us reluctant to tumble out of bed; and we would respectfully suggest that a code of signals might be devised, by flags erected on the Fort, for guiding the volunteers and others as to the progressive increase of loud battering noises. Signal No. 1 might indicate that Judge Fenton had stretched his legs and yawned. Signal No. 2 might indicate that he had pushed down the sheets and blankets off the judicial chest. Signal No. 3 might show that the Judge was rubbing his eyes. Signal No. 4 might tell that he had removed his nightcap. By certain reversals of signals, it might be indicated that the Judge had relapsed into any of the previous stages, and silence might be observed accordingly. When indicated that His Honor's leg had really been seen protruding from the bed clothes, the volunteers might prepare for action; while the signal hoisted to show that Judge Fenton had assumed the perpendicular, that he had divested himself of his robe de nuit, and was about to step into his bath, might be instantly followed by a feu de joie from the volunteers, and "loud battering noises" from the big guns. We respectfully make this suggestion to "Mr. Fenton and those that are with him," feeling confident, that it would tend to increase that very great popularity, and respectful esteem, in which his Honor is at present held by all his fellow citizens.: [316, 35, 477, 661]
- news-item: We have also to convey our thanks in the name of the public to Mr. Baird, Principal of the Auckland College, who places at the disposal of the public a well in the College grounds. These drawing water will require to provide themselves with a cope-stone twenty feet long, with which this small appliance an abundant supply can be obtained. It will afford us much pleasure to receive the names of any others who, during the continuance of this drought, will do the kind and neighbourly act of inviting the public to share with them in their supplies of water.: [484, 35, 645, 117]
- birth-heading: BIRTH.: [216, 270, 244, 280]
